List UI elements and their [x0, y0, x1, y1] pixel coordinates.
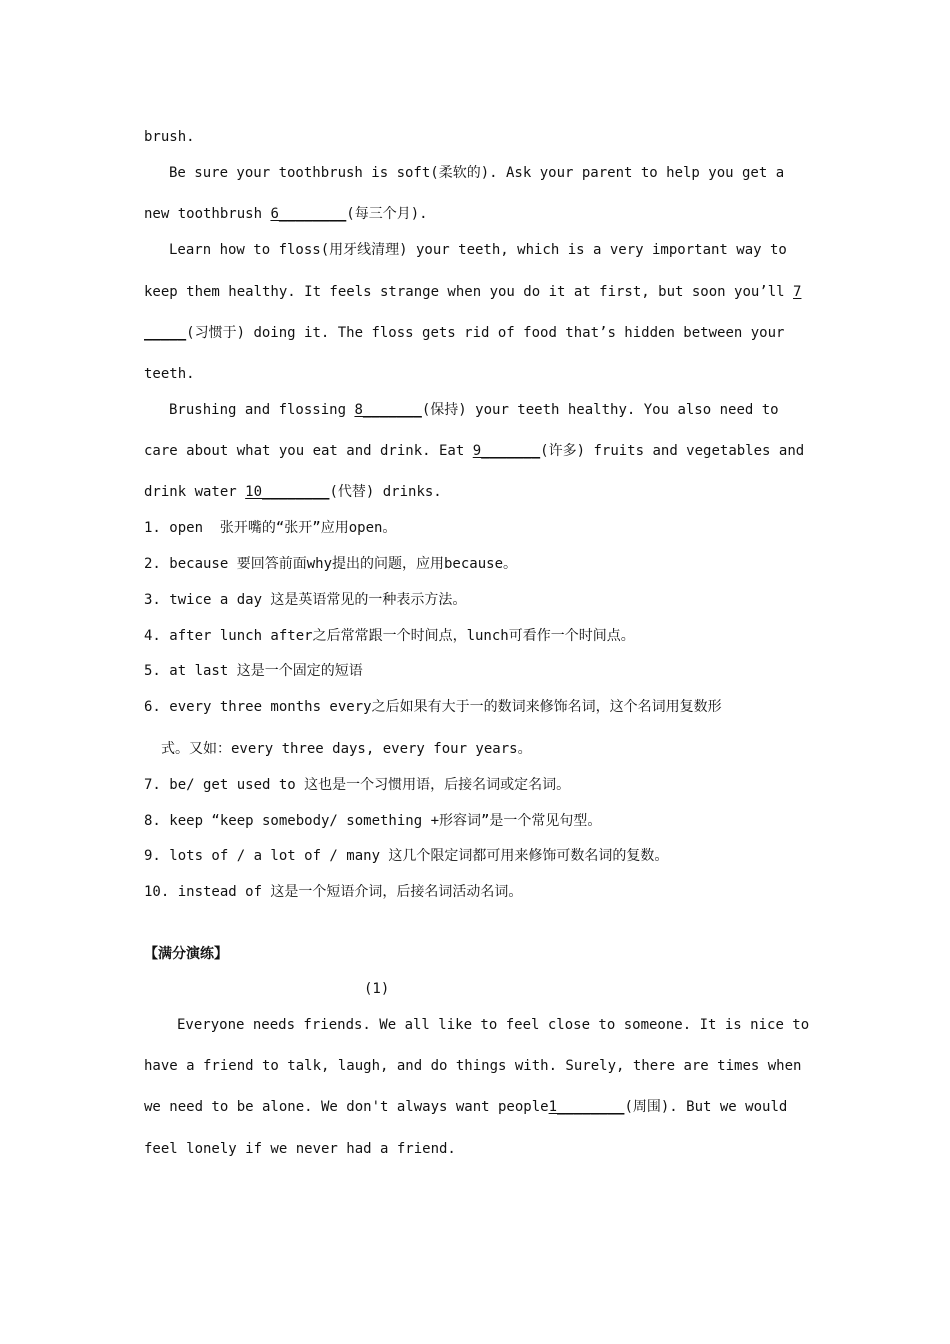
blank-8: 8_______ — [354, 402, 422, 418]
answer-item: 1. open 张开嘴的“张开”应用open。 — [144, 520, 397, 536]
text-segment: (周围). But we would — [624, 1099, 788, 1115]
text-line: feel lonely if we never had a friend. — [144, 1141, 456, 1157]
answer-item: 2. because 要回答前面why提出的问题，应用because。 — [144, 556, 518, 572]
text-line: have a friend to talk, laugh, and do things with. Surely, there are times when — [144, 1058, 802, 1074]
text-line: Learn how to floss(用牙线清理) your teeth, which is a very important way to — [169, 242, 787, 258]
section-heading: 【满分演练】 — [144, 946, 228, 962]
answer-item: 9. lots of / a lot of / many 这几个限定词都可用来修饰可数名词的复数。 — [144, 848, 669, 864]
text-segment: keep them healthy. It feels strange when you do it at first, but soon you’ll — [144, 284, 794, 300]
text-segment: drink water — [144, 484, 246, 500]
blank-10: 10________ — [245, 484, 330, 500]
text-segment: Brushing and flossing — [169, 402, 355, 418]
text-line: brush. — [144, 129, 195, 145]
text-line: Everyone needs friends. We all like to feel close to someone. It is nice to — [177, 1017, 810, 1033]
text-segment: (保持) your teeth healthy. You also need to — [421, 402, 779, 418]
blank-7: _____ — [144, 325, 187, 341]
text-line — [144, 323, 784, 343]
text-line — [144, 1097, 787, 1117]
answer-item: 3. twice a day 这是英语常见的一种表示方法。 — [144, 592, 467, 608]
text-segment: (许多) fruits and vegetables and — [540, 443, 805, 459]
text-line: teeth. — [144, 366, 195, 382]
answer-item: 4. after lunch after之后常常跟一个时间点，lunch可看作一个时间点。 — [144, 628, 635, 644]
text-segment: (每三个月). — [346, 206, 428, 222]
blank-7-number: 7 — [793, 284, 802, 300]
text-segment: new toothbrush — [144, 206, 271, 222]
text-segment: (习惯于) doing it. The floss gets rid of food that’s hidden between your — [186, 325, 785, 341]
text-line — [169, 400, 779, 420]
answer-item: 5. at last 这是一个固定的短语 — [144, 663, 363, 679]
answer-item: 7. be/ get used to 这也是一个习惯用语，后接名词或定名词。 — [144, 777, 571, 793]
text-segment: (代替) drinks. — [329, 484, 442, 500]
text-line: Be sure your toothbrush is soft(柔软的). Ask your parent to help you get a — [169, 165, 785, 181]
blank-1: 1________ — [548, 1099, 625, 1115]
answer-item: 8. keep “keep somebody/ something +形容词”是一个常见句型。 — [144, 813, 602, 829]
answer-item: 6. every three months every之后如果有大于一的数词来修饰名词，这个名词用复数形 — [144, 699, 722, 715]
blank-6: 6________ — [270, 206, 347, 222]
text-segment: care about what you eat and drink. Eat — [144, 443, 473, 459]
text-line — [144, 441, 804, 461]
answer-item: 10. instead of 这是一个短语介词，后接名词活动名词。 — [144, 884, 523, 900]
text-line — [144, 282, 801, 302]
text-line — [144, 204, 428, 224]
passage-number: (1) — [364, 981, 390, 997]
answer-item-continuation: 式。又如：every three days, every four years。 — [161, 741, 532, 757]
text-line — [144, 482, 442, 502]
text-segment: we need to be alone. We don't always want people — [144, 1099, 549, 1115]
blank-9: 9_______ — [472, 443, 541, 459]
